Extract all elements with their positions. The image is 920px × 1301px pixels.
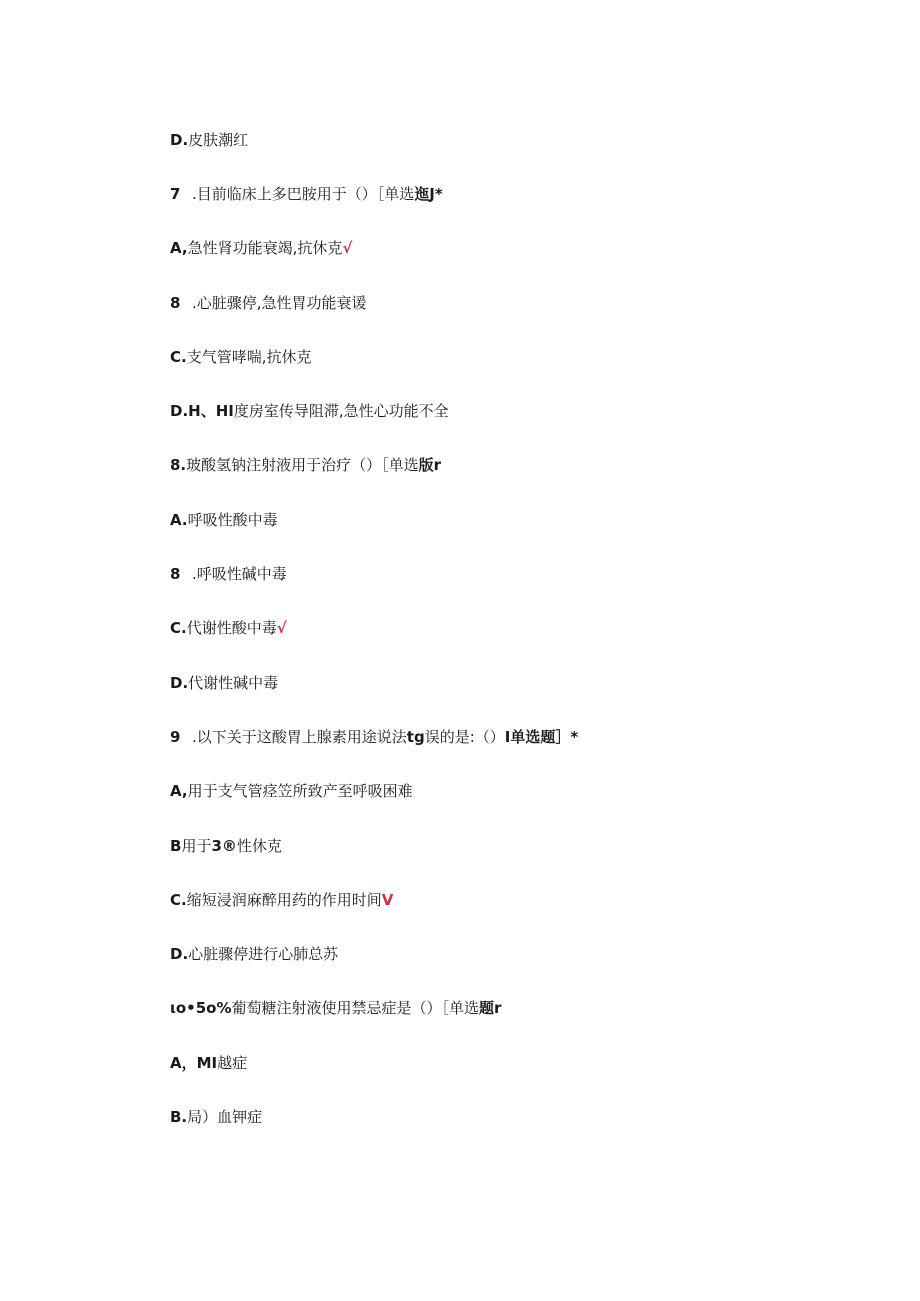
option-text: 用于 [181, 837, 212, 855]
question-text: 玻酸氢钠注射液用于治疗（）［单选 [186, 456, 419, 474]
correct-mark-icon: √ [276, 619, 287, 637]
option-text: 急性肾功能衰竭,抗休克 [187, 239, 343, 257]
option-text: 缩短浸润麻醉用药的作用时间 [186, 891, 382, 909]
question-7 [170, 184, 443, 204]
option-prefix: A. [170, 511, 188, 529]
option-c-line [170, 890, 393, 910]
question-text-rest: 误的是:（） [424, 728, 505, 746]
question-text: .以下关于这酸胃上腺素用途说法 [192, 728, 407, 746]
option-text: 用于支气管痉笠所致产至呼吸困难 [187, 782, 413, 800]
option-text: 心脏骤停进行心肺总苏 [188, 945, 339, 963]
question-text: 葡萄糖注射液使用禁忌症是（）［单选 [231, 999, 480, 1017]
option-text: 皮肤潮红 [188, 131, 249, 149]
option-text-rest: 性休克 [236, 837, 282, 855]
option-prefix: C. [170, 348, 187, 366]
correct-mark-icon: V [381, 891, 394, 909]
question-text: .目前临床上多巴胺用于（）［单选 [192, 185, 415, 203]
option-text-bold: 3® [211, 837, 237, 855]
option-prefix: 8 [170, 565, 181, 583]
option-b-line [170, 836, 282, 856]
option-d-line [170, 944, 338, 964]
option-prefix: A，MI [170, 1054, 218, 1072]
option-text: 代谢性酸中毒 [186, 619, 277, 637]
option-text: .心脏骤停,急性胃功能衰谖 [192, 294, 367, 312]
option-text: 代谢性碱中毒 [188, 674, 279, 692]
option-prefix: D.H、HI [170, 402, 234, 420]
option-d-line [170, 673, 278, 693]
option-b-line [170, 293, 367, 313]
option-text: 局）血钾症 [187, 1108, 263, 1126]
question-number: 9 [170, 728, 181, 746]
question-type-tag: 题r [479, 999, 502, 1017]
question-type-tag: I单选题］* [504, 728, 579, 746]
option-a-line [170, 1053, 247, 1073]
question-number: ιo•5o% [170, 999, 232, 1017]
option-d-line [170, 130, 248, 150]
option-prefix: A, [170, 782, 188, 800]
question-9 [170, 727, 578, 747]
question-10 [170, 998, 501, 1018]
option-b-line [170, 1107, 262, 1127]
option-text: 支气管哮喘,抗休克 [186, 348, 312, 366]
option-d-line [170, 401, 449, 421]
option-prefix: A, [170, 239, 188, 257]
question-type-tag: 版r [418, 456, 442, 474]
question-type-tag: 迤J* [414, 185, 443, 203]
option-prefix: 8 [170, 294, 181, 312]
option-text: 越症 [217, 1054, 248, 1072]
option-prefix: C. [170, 891, 187, 909]
question-number: 8. [170, 456, 187, 474]
option-prefix: D. [170, 945, 189, 963]
option-c-line [170, 347, 312, 367]
option-c-line [170, 618, 287, 638]
option-prefix: D. [170, 131, 189, 149]
option-text: 呼吸性酸中毒 [187, 511, 278, 529]
option-b-line [170, 564, 287, 584]
option-text: 度房室传导阻滞,急性心功能不全 [233, 402, 449, 420]
option-prefix: B. [170, 1108, 188, 1126]
question-8 [170, 455, 441, 475]
option-a-line [170, 781, 413, 801]
question-text-bold: tg [406, 728, 425, 746]
option-text: .呼吸性碱中毒 [192, 565, 287, 583]
option-prefix: D. [170, 674, 189, 692]
option-a-line [170, 238, 352, 258]
question-number: 7 [170, 185, 181, 203]
correct-mark-icon: √ [342, 239, 353, 257]
option-a-line [170, 510, 278, 530]
option-prefix: C. [170, 619, 187, 637]
option-prefix: B [170, 837, 182, 855]
